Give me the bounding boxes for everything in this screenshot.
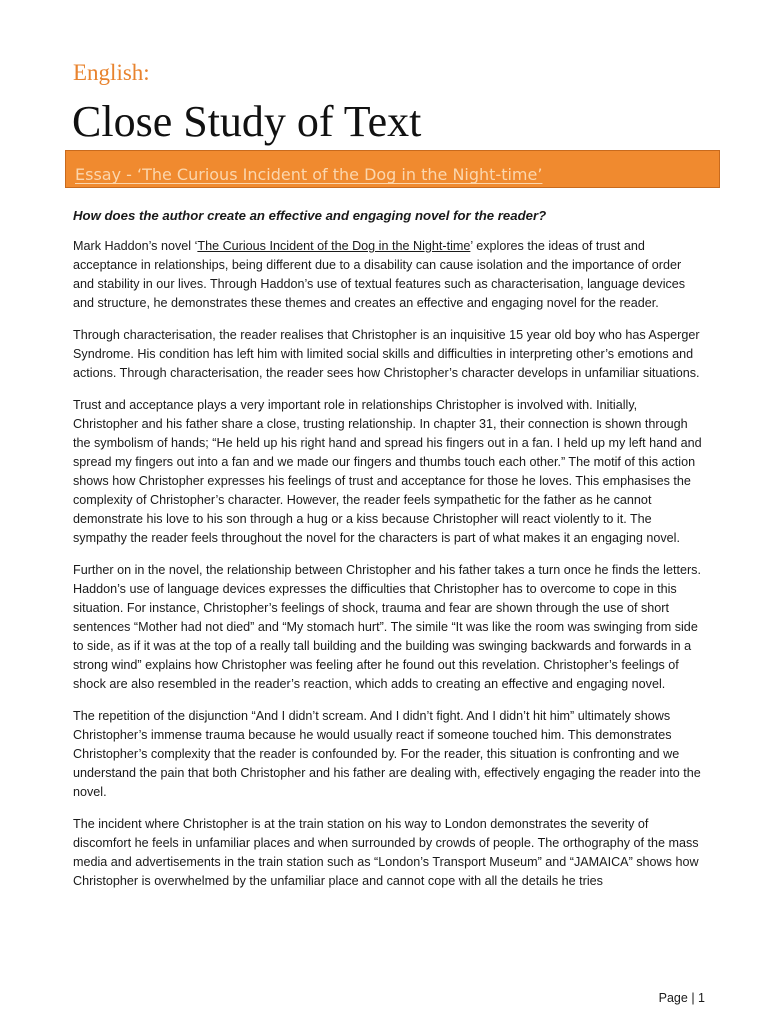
essay-banner-title: Essay - ‘The Curious Incident of the Dog in the Night-time’	[75, 165, 543, 184]
intro-before: Mark Haddon’s novel ‘	[73, 239, 198, 253]
intro-after: ’ explores the ideas of trust and acceptance in relationships, being different due to a disability can cause isolation and the importance of order and stability in our lives. Through Haddon’s use of textual features such as characterisation, language devices and structure, he demonstrates these themes and creates an effective and engaging novel for the reader.	[73, 239, 686, 310]
paragraph-1: Through characterisation, the reader realises that Christopher is an inquisitive 15 year old boy who has Asperger Syndrome. His condition has left him with limited social skills and difficulties in interpreting other’s emotions and actions. Through characterisation, the reader sees how Christopher’s character develops in unfamiliar situations.	[73, 328, 700, 380]
paragraph-2: Trust and acceptance plays a very important role in relationships Christopher is involved with. Initially, Christopher and his father share a close, trusting relationship. In chapter 31, their connection is shown through the symbolism of hands; “He held up his right hand and spread his fingers out in a fan. I held up my left hand and spread my fingers out into a fan and we made our fingers and thumbs touch each other.” The motif of this action shows how Christopher expresses his feelings of trust and acceptance for those he loves. This emphasises the complexity of Christopher’s character. However, the reader feels sympathetic for the father as he cannot demonstrate his love to his son through a hug or a kiss because Christopher will react violently to it. The sympathy the reader feels throughout the novel for the characters is part of what makes it an engaging novel.	[73, 398, 702, 545]
essay-banner	[65, 150, 720, 188]
page-title: Close Study of Text	[72, 97, 422, 146]
paragraph-4: The repetition of the disjunction “And I didn’t scream. And I didn’t fight. And I didn’t hit him” ultimately shows Christopher’s immense trauma because he would usually react if someone touched him. This demonstrates Christopher’s complexity that the reader is confounded by. For the reader, this situation is confronting and we understand the pain that both Christopher and his father are dealing with, effectively engaging the reader into the novel.	[73, 709, 701, 799]
page-footer	[659, 991, 705, 1005]
paragraph-3: Further on in the novel, the relationship between Christopher and his father takes a turn once he finds the letters. Haddon’s use of language devices expresses the difficulties that Christopher has to overcome to cope in this situation. For instance, Christopher’s feelings of shock, trauma and fear are shown through the use of short sentences “Mother had not died” and “My stomach hurt”. The simile “It was like the room was swinging from side to side, as if it was at the top of a really tall building and the building was swinging backwards and forwards in a strong wind” explains how Christopher was feeling after he found out this revelation. Christopher’s feelings of shock are also resembled in the reader’s reaction, which adds to creating an effective and engaging novel.	[73, 563, 701, 691]
book-title-link: The Curious Incident of the Dog in the Night-time	[197, 239, 471, 253]
paragraph-5: The incident where Christopher is at the train station on his way to London demonstrates the severity of discomfort he feels in unfamiliar places and when surrounded by crowds of people. The orthography of the mass media and advertisements in the train station such as “London’s Transport Museum” and “JAMAICA” shows how Christopher is overwhelmed by the unfamiliar place and cannot cope with all the details he tries	[73, 817, 699, 888]
subject-label: English:	[73, 60, 150, 85]
essay-question: How does the author create an effective and engaging novel for the reader?	[73, 208, 547, 223]
footer-separator: |	[687, 991, 699, 1005]
footer-page-label: Page	[658, 991, 688, 1005]
paragraph-intro	[73, 237, 705, 313]
essay-body	[73, 206, 705, 904]
footer-page-number: 1	[698, 991, 705, 1005]
